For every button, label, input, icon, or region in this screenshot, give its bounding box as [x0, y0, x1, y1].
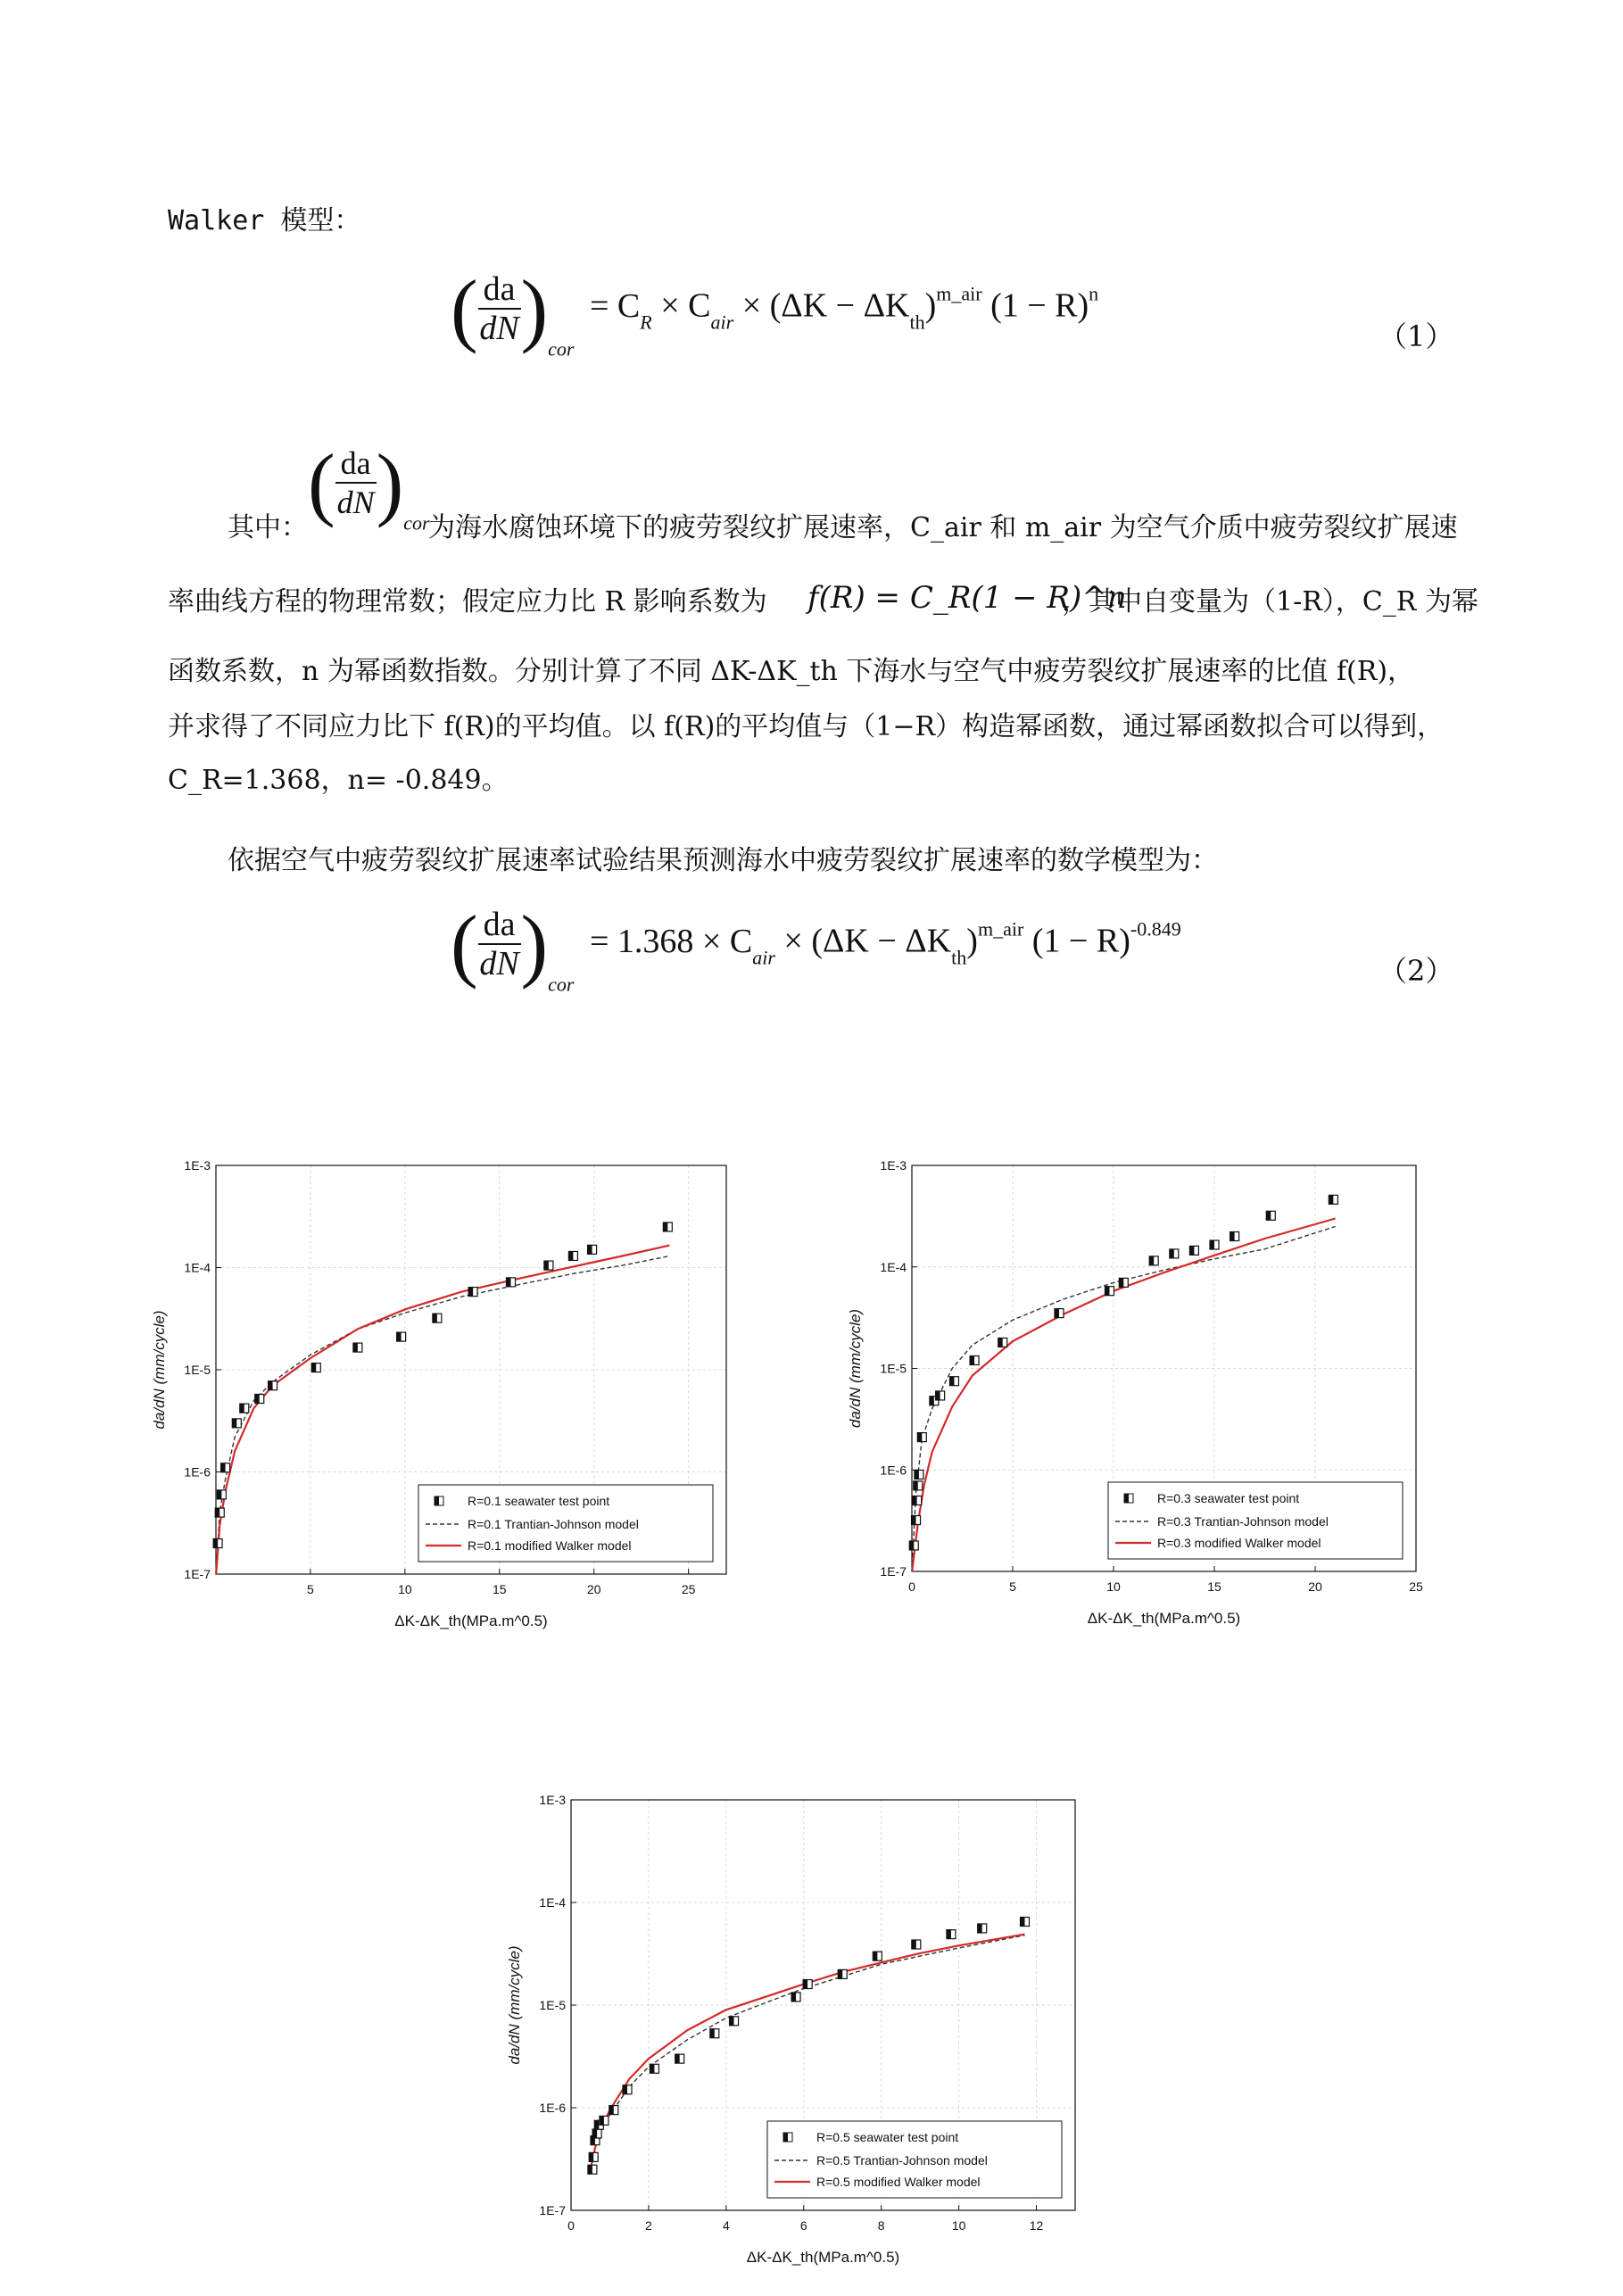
eq1-rhs-c-close: ) — [924, 286, 937, 325]
y-tick-label: 1E-6 — [184, 1464, 211, 1480]
para1-line5: C_R=1.368，n= -0.849。 — [168, 765, 509, 796]
data-point-fill — [930, 1397, 934, 1405]
data-point — [240, 1404, 249, 1413]
data-point-fill — [1329, 1195, 1333, 1204]
data-point-fill — [914, 1481, 918, 1490]
data-point — [1119, 1278, 1128, 1287]
data-point — [311, 1364, 320, 1372]
legend-point-fill — [1124, 1494, 1129, 1503]
data-point-fill — [544, 1261, 549, 1270]
data-point-fill — [838, 1969, 842, 1978]
x-tick-label: 15 — [492, 1582, 507, 1596]
data-point-fill — [269, 1381, 273, 1390]
section-heading: Walker 模型： — [168, 205, 361, 236]
data-point-fill — [912, 1940, 916, 1949]
x-tick-label: 10 — [398, 1582, 412, 1596]
data-point — [710, 2029, 719, 2038]
eq1-rhs-c-sub: th — [909, 311, 925, 334]
para1-frac-numerator: da — [335, 444, 377, 484]
data-point-fill — [803, 1980, 807, 1989]
eq1-rhs-c-sup: m_air — [936, 282, 982, 305]
legend-label-walker: R=0.1 modified Walker model — [468, 1538, 632, 1553]
data-point — [949, 1377, 958, 1386]
y-axis-label: da/dN (mm/cycle) — [151, 1310, 168, 1430]
para1-line3: 函数系数，n 为幂函数指数。分别计算了不同 ΔK-ΔK_th 下海水与空气中疲劳裂纹扩展速率的比值 f(R)， — [168, 656, 1415, 687]
y-tick-label: 1E-7 — [880, 1564, 907, 1579]
y-tick-label: 1E-4 — [539, 1895, 566, 1910]
x-tick-label: 8 — [877, 2218, 885, 2233]
data-point-fill — [397, 1332, 402, 1341]
eq2-rhs-c: × (ΔK − ΔK — [783, 922, 952, 960]
data-point-fill — [710, 2029, 715, 2038]
para1-line2b: ，其中自变量为（1-R），C_R 为幂 — [1062, 586, 1478, 618]
para1-line2-formula: f(R) = C_R(1 − R)^n — [807, 580, 1127, 616]
x-axis-label: ΔK-ΔK_th(MPa.m^0.5) — [1087, 1610, 1241, 1627]
x-tick-label: 5 — [307, 1582, 314, 1596]
data-point — [947, 1930, 956, 1939]
data-point-fill — [978, 1924, 982, 1933]
data-point — [912, 1516, 921, 1525]
data-point-fill — [913, 1496, 917, 1504]
x-tick-label: 25 — [1409, 1579, 1423, 1594]
legend-point-fill — [783, 2133, 788, 2142]
data-point-fill — [873, 1952, 877, 1960]
data-point — [873, 1952, 882, 1960]
legend-point-symbol — [435, 1496, 443, 1505]
data-point-fill — [1021, 1918, 1025, 1927]
data-point — [269, 1381, 277, 1390]
chart-r01 — [134, 1151, 749, 1651]
data-point-fill — [998, 1338, 1003, 1347]
eq1-rhs-b: × C — [660, 286, 711, 325]
data-point-fill — [217, 1490, 221, 1499]
data-point-fill — [588, 2165, 592, 2174]
x-tick-label: 20 — [586, 1582, 601, 1596]
eq1-denominator: dN — [479, 310, 519, 347]
data-point-fill — [1266, 1211, 1271, 1220]
eq2-rhs-c-close: ) — [966, 922, 978, 960]
eq1-rhs-a-sub: R — [640, 311, 652, 334]
para1-line4: 并求得了不同应力比下 f(R)的平均值。以 f(R)的平均值与（1−R）构造幂函数，通过幂函数拟合可以得到， — [168, 711, 1445, 742]
data-point — [1266, 1211, 1275, 1220]
data-point — [978, 1924, 987, 1933]
data-point — [914, 1481, 923, 1490]
data-point — [1230, 1232, 1239, 1241]
data-point — [915, 1470, 923, 1479]
legend-label-points: R=0.5 seawater test point — [816, 2130, 959, 2144]
data-point — [1105, 1287, 1114, 1296]
data-point-fill — [1105, 1287, 1109, 1296]
data-point-fill — [949, 1377, 954, 1386]
data-point — [1329, 1195, 1337, 1204]
data-point-fill — [1149, 1256, 1154, 1265]
data-point-fill — [609, 2106, 614, 2115]
data-point-fill — [791, 1993, 796, 2002]
data-point-fill — [915, 1470, 919, 1479]
data-point — [912, 1940, 921, 1949]
legend-point-fill — [435, 1496, 439, 1505]
data-point — [917, 1433, 926, 1442]
y-axis-label: da/dN (mm/cycle) — [506, 1945, 523, 2065]
x-tick-label: 20 — [1308, 1579, 1322, 1594]
x-axis-label: ΔK-ΔK_th(MPa.m^0.5) — [746, 2249, 900, 2266]
para1-prefix: 其中： — [228, 512, 308, 543]
y-tick-label: 1E-6 — [880, 1463, 907, 1478]
eq2-numerator: da — [478, 906, 521, 945]
y-tick-label: 1E-5 — [880, 1361, 907, 1376]
data-point-fill — [1170, 1249, 1174, 1258]
eq2-denominator: dN — [479, 945, 519, 982]
data-point-fill — [213, 1539, 218, 1548]
data-point — [589, 2152, 598, 2161]
data-point — [838, 1969, 847, 1978]
x-tick-label: 12 — [1029, 2218, 1044, 2233]
data-point-fill — [623, 2085, 627, 2094]
data-point-fill — [912, 1516, 916, 1525]
eq2-rhs-c-sub: th — [951, 946, 967, 969]
data-point-fill — [650, 2064, 654, 2073]
data-point — [1149, 1256, 1158, 1265]
y-tick-label: 1E-3 — [184, 1158, 211, 1173]
para2: 依据空气中疲劳裂纹扩展速率试验结果预测海水中疲劳裂纹扩展速率的数学模型为： — [228, 845, 1218, 876]
data-point — [588, 2165, 597, 2174]
data-point — [600, 2116, 609, 2125]
data-point-fill — [936, 1391, 940, 1400]
chart-r05 — [473, 1789, 1097, 2289]
data-point-fill — [947, 1930, 951, 1939]
y-tick-label: 1E-5 — [184, 1363, 211, 1377]
data-point-fill — [433, 1314, 437, 1322]
data-point-fill — [1055, 1309, 1059, 1318]
eq1-rhs-d: (1 − R) — [990, 286, 1089, 325]
data-point-fill — [663, 1223, 667, 1231]
data-point — [998, 1338, 1007, 1347]
data-point — [217, 1490, 226, 1499]
eq2-subscript: cor — [548, 973, 575, 996]
data-point-fill — [232, 1419, 236, 1428]
y-axis-label: da/dN (mm/cycle) — [847, 1308, 864, 1429]
data-point — [663, 1223, 672, 1231]
eq1-subscript: cor — [548, 337, 575, 361]
data-point-fill — [568, 1251, 573, 1260]
eq1-numerator: da — [478, 270, 521, 310]
data-point-fill — [353, 1343, 358, 1352]
data-point-fill — [970, 1355, 974, 1364]
data-point-fill — [1230, 1232, 1235, 1241]
legend-label-points: R=0.1 seawater test point — [468, 1494, 610, 1508]
data-point — [588, 1245, 597, 1254]
data-point — [730, 2017, 739, 2026]
eq2-rhs-a-sub: air — [752, 946, 775, 969]
y-tick-label: 1E-6 — [539, 2101, 566, 2115]
legend-label-points: R=0.3 seawater test point — [1157, 1491, 1300, 1505]
eq1-rhs-d-sup: n — [1089, 282, 1099, 305]
data-point — [675, 2054, 684, 2063]
equation-2: ( $\frac{da}{dN}$ )$_{cor} = 1.368 \times C_{air} \times (\Delta K - \Delta K_{th})^{m\_air}$ $(1 - R)^{-0.849}$ — [451, 899, 1181, 996]
para1-frac-denominator: dN — [336, 485, 375, 520]
data-point-fill — [255, 1395, 260, 1404]
data-point-fill — [588, 1245, 592, 1254]
data-point — [623, 2085, 632, 2094]
data-point-fill — [675, 2054, 680, 2063]
chart-r03 — [830, 1151, 1445, 1651]
legend-label-tj: R=0.5 Trantian-Johnson model — [816, 2153, 988, 2168]
equation-1: ( $\frac{da}{dN}$ )$_{cor} = C_R \times C_{air} \times (\Delta K - \Delta K_{th})^{m\_air}$ $(1 - R)^n$ — [451, 263, 1099, 361]
data-point — [353, 1343, 362, 1352]
data-point — [215, 1508, 224, 1517]
data-point — [232, 1419, 241, 1428]
x-tick-label: 10 — [951, 2218, 966, 2233]
data-point-fill — [1119, 1278, 1123, 1287]
data-point — [803, 1980, 812, 1989]
y-tick-label: 1E-4 — [880, 1259, 907, 1274]
x-tick-label: 4 — [722, 2218, 730, 2233]
data-point — [909, 1541, 918, 1550]
x-tick-label: 0 — [908, 1579, 915, 1594]
x-tick-label: 25 — [681, 1582, 696, 1596]
para1-line2a: 率曲线方程的物理常数；假定应力比 R 影响系数为 — [168, 586, 767, 618]
eq1-rhs-a: = C — [589, 286, 641, 325]
legend-point-symbol — [1124, 1494, 1133, 1503]
eq1-rhs-b-sub: air — [710, 311, 734, 334]
x-tick-label: 15 — [1207, 1579, 1221, 1594]
data-point — [568, 1251, 577, 1260]
data-point-fill — [917, 1433, 922, 1442]
x-tick-label: 5 — [1009, 1579, 1016, 1594]
data-point — [970, 1355, 979, 1364]
data-point — [221, 1463, 230, 1472]
y-tick-label: 1E-3 — [880, 1158, 907, 1173]
data-point-fill — [1210, 1240, 1214, 1249]
eq2-rhs-d: (1 − R) — [1031, 922, 1130, 960]
y-tick-label: 1E-7 — [184, 1567, 211, 1581]
data-point-fill — [1189, 1246, 1194, 1255]
data-point-fill — [221, 1463, 226, 1472]
eq1-rhs-c: × (ΔK − ΔK — [741, 286, 910, 325]
eq2-rhs-d-sup: -0.849 — [1130, 917, 1181, 941]
data-point — [936, 1391, 945, 1400]
legend-label-tj: R=0.1 Trantian-Johnson model — [468, 1517, 639, 1531]
data-point-fill — [506, 1278, 510, 1287]
data-point — [1021, 1918, 1030, 1927]
data-point — [1210, 1240, 1219, 1249]
data-point — [213, 1539, 222, 1548]
data-point — [592, 2129, 601, 2138]
equation-1-number: （1） — [1379, 319, 1454, 353]
y-tick-label: 1E-5 — [539, 1998, 566, 2012]
y-tick-label: 1E-4 — [184, 1260, 211, 1275]
x-tick-label: 10 — [1106, 1579, 1121, 1594]
eq2-rhs-c-sup: m_air — [977, 917, 1024, 941]
legend-label-tj: R=0.3 Trantian-Johnson model — [1157, 1514, 1329, 1529]
data-point — [1170, 1249, 1179, 1258]
data-point — [609, 2106, 618, 2115]
data-point-fill — [592, 2129, 597, 2138]
data-point-fill — [240, 1404, 244, 1413]
para1-fraction: ( $\frac{da}{dN}$ )$_{cor}$ — [308, 437, 430, 535]
para1-line1: 为海水腐蚀环境下的疲劳裂纹扩展速率，C_air 和 m_air 为空气介质中疲劳裂纹扩展速 — [428, 512, 1458, 543]
data-point — [506, 1278, 515, 1287]
data-point-fill — [600, 2116, 604, 2125]
data-point — [1055, 1309, 1064, 1318]
data-point — [791, 1993, 800, 2002]
data-point-fill — [468, 1288, 473, 1297]
legend-point-symbol — [783, 2133, 792, 2142]
data-point — [544, 1261, 553, 1270]
x-axis-label: ΔK-ΔK_th(MPa.m^0.5) — [394, 1612, 548, 1629]
data-point-fill — [594, 2120, 599, 2129]
eq2-rhs-a: = 1.368 × C — [589, 922, 753, 960]
data-point-fill — [311, 1364, 316, 1372]
legend-label-walker: R=0.3 modified Walker model — [1157, 1536, 1321, 1550]
x-tick-label: 0 — [567, 2218, 575, 2233]
x-tick-label: 6 — [799, 2218, 807, 2233]
data-point — [1189, 1246, 1198, 1255]
data-point-fill — [909, 1541, 914, 1550]
x-tick-label: 2 — [645, 2218, 652, 2233]
y-tick-label: 1E-7 — [539, 2203, 566, 2217]
legend-label-walker: R=0.5 modified Walker model — [816, 2175, 981, 2189]
y-tick-label: 1E-3 — [539, 1793, 566, 1807]
data-point — [913, 1496, 922, 1504]
data-point — [433, 1314, 442, 1322]
para1-frac-subscript: cor — [403, 511, 430, 535]
data-point — [468, 1288, 477, 1297]
data-point — [255, 1395, 264, 1404]
data-point — [650, 2064, 658, 2073]
data-point-fill — [589, 2152, 593, 2161]
equation-2-number: （2） — [1379, 954, 1454, 988]
data-point-fill — [730, 2017, 734, 2026]
data-point — [397, 1332, 406, 1341]
data-point-fill — [215, 1508, 219, 1517]
